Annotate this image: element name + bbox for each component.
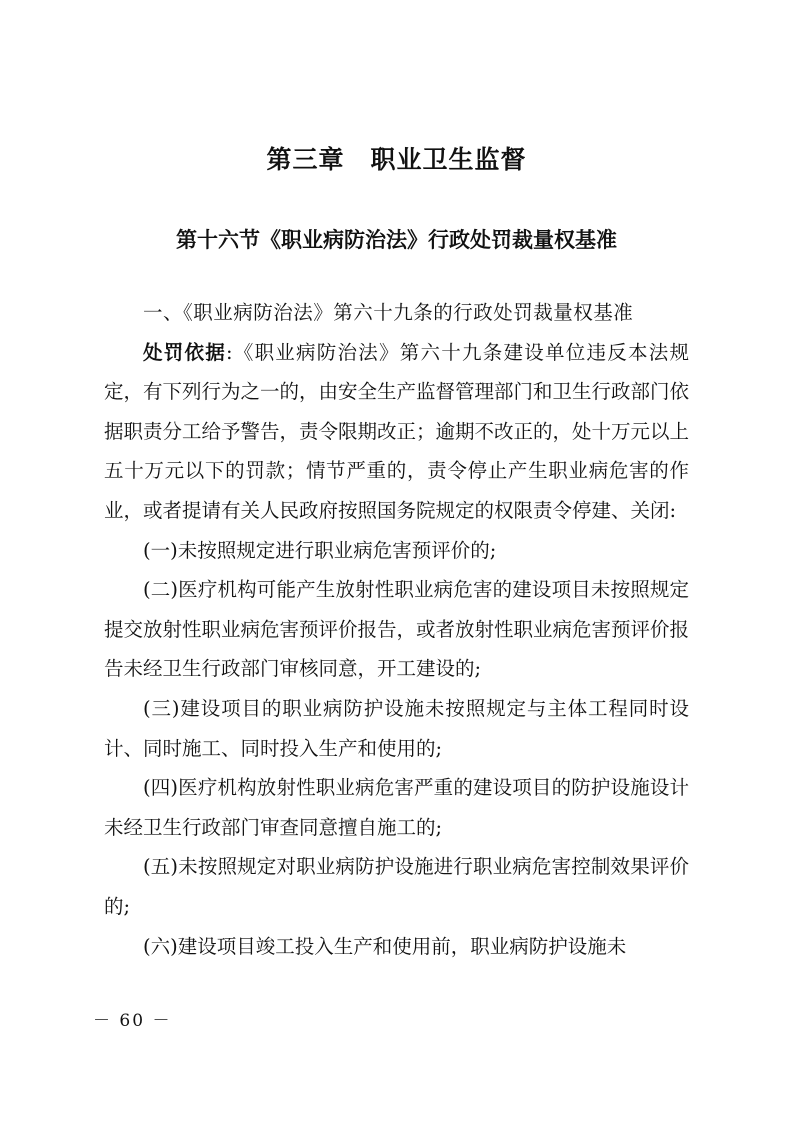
penalty-basis-paragraph	[104, 333, 689, 531]
list-item: (二)医疗机构可能产生放射性职业病危害的建设项目未按照规定提交放射性职业病危害预评价报告，或者放射性职业病危害预评价报告未经卫生行政部门审核同意，开工建设的;	[104, 578, 690, 681]
page-number: － 60 －	[93, 1011, 172, 1031]
list-item: (三)建设项目的职业病防护设施未按照规定与主体工程同时设计、同时施工、同时投入生产和使用的;	[104, 696, 689, 760]
list-item: (四)医疗机构放射性职业病危害严重的建设项目的防护设施设计未经卫生行政部门审查同意擅自施工的;	[104, 776, 689, 839]
penalty-basis-label: 处罚依据	[143, 340, 226, 364]
document-body	[104, 293, 689, 966]
list-item: (六)建设项目竣工投入生产和使用前，职业病防护设施未	[143, 934, 627, 958]
chapter-title: 第三章 职业卫生监督	[266, 145, 527, 174]
section-title: 第十六节《职业病防治法》行政处罚裁量权基准	[176, 228, 617, 252]
penalty-basis-text: :《职业病防治法》第六十九条建设单位违反本法规定，有下列行为之一的，由安全生产监督管理部门和卫生行政部门依据职责分工给予警告，责令限期改正；逾期不改正的，处十万元以上五十万元以下的罚款；情节严重的，责令停止产生职业病危害的作业，或者提请有关人民政府按照国务院规定的权限责令停建、关闭:	[104, 340, 690, 522]
article-heading: 一、《职业病防治法》第六十九条的行政处罚裁量权基准	[143, 301, 634, 324]
list-item: (一)未按照规定进行职业病危害预评价的;	[143, 538, 497, 562]
list-item: (五)未按照规定对职业病防护设施进行职业病危害控制效果评价的;	[104, 855, 689, 918]
